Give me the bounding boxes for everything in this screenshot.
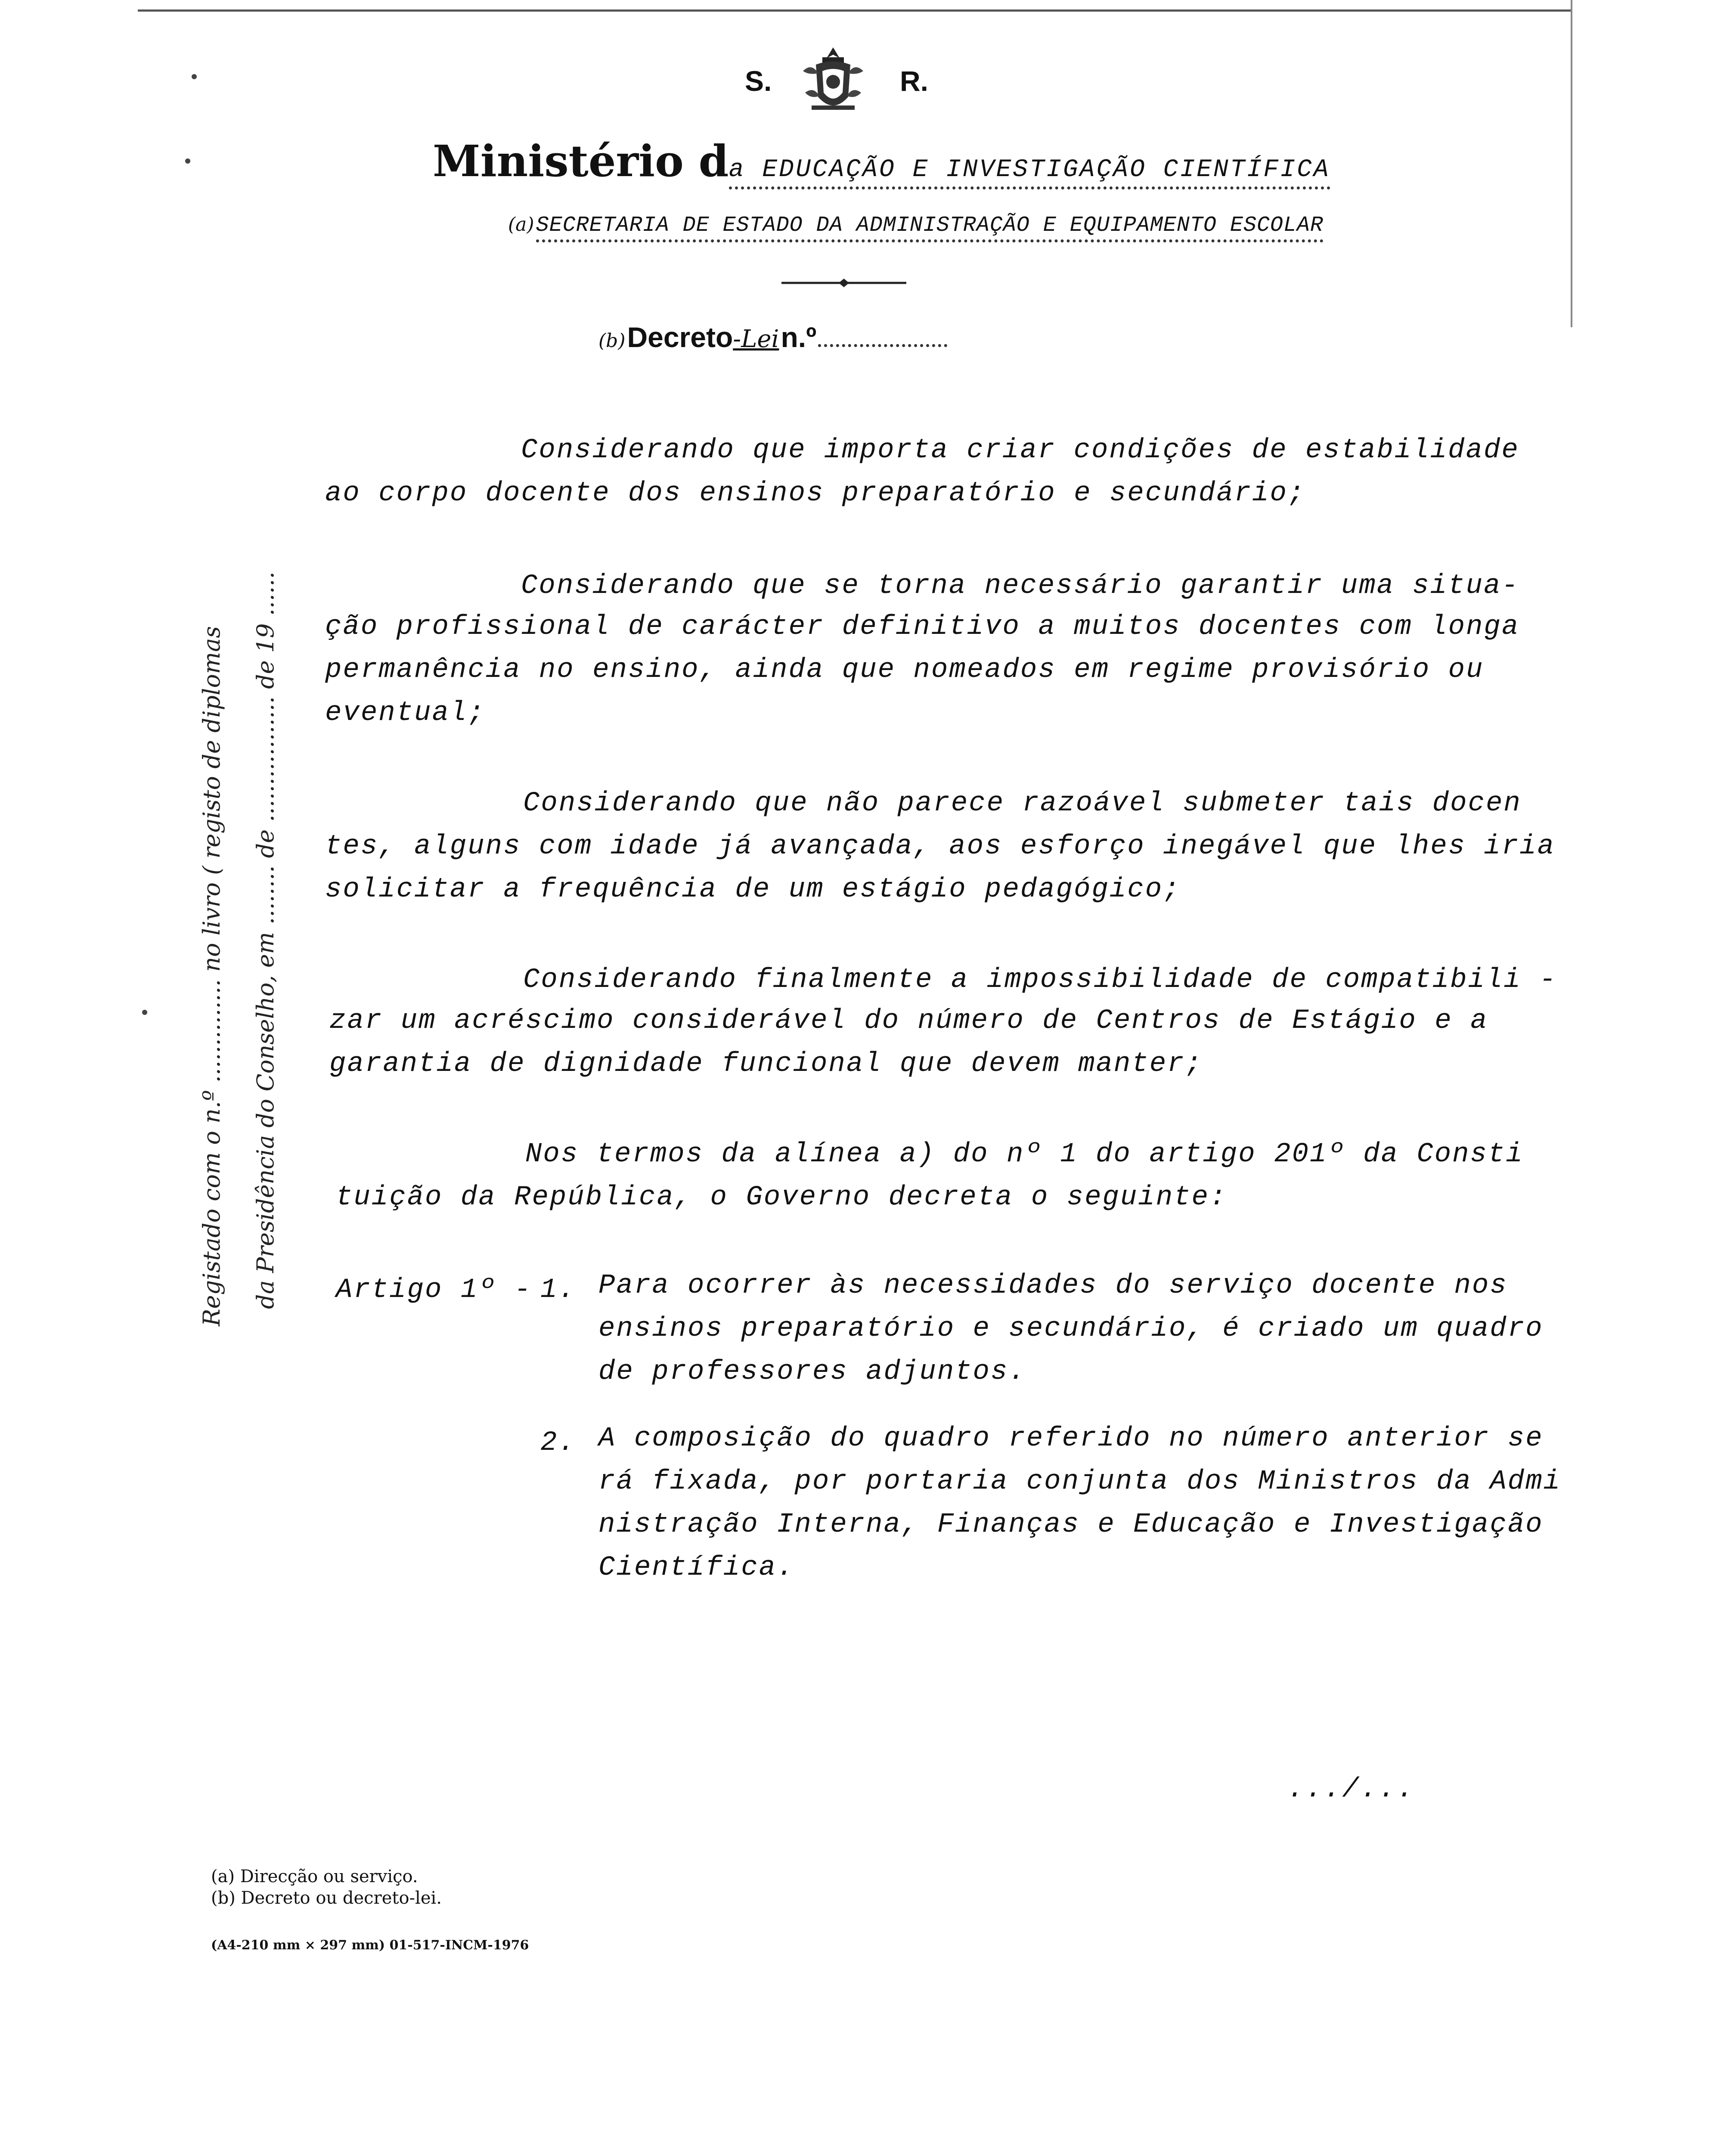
scan-speck — [192, 74, 197, 79]
ministry-prefix: Ministério d — [433, 136, 729, 186]
article-label: Artigo 1º - — [336, 1275, 532, 1306]
right-border-line — [1571, 0, 1572, 327]
body-line-14: tuição da República, o Governo decreta o seguinte: — [336, 1182, 1228, 1213]
decree-handwritten: -Lei — [733, 325, 779, 353]
secretary-line — [508, 213, 1324, 242]
form-reference: (A4-210 mm × 297 mm) 01-517-INCM-1976 — [211, 1938, 529, 1953]
body-line-2: ao corpo docente dos ensinos preparatório e secundário; — [325, 478, 1306, 509]
article-item-2-number: 2. — [540, 1427, 576, 1458]
margin-registration-note: Registado com o n.º .............. no livro ( registo de diplomas — [198, 626, 225, 1326]
article-item-1-line-2: ensinos preparatório e secundário, é criado um quadro — [598, 1313, 1544, 1344]
body-line-7: Considerando que não parece razoável submeter tais docen — [523, 788, 1522, 819]
continuation-marker: .../... — [1287, 1774, 1415, 1805]
decree-suffix: n.º — [781, 321, 817, 353]
body-line-6: eventual; — [325, 698, 486, 729]
s-letter: S. — [745, 65, 772, 97]
article-item-2-line-1: A composição do quadro referido no número anterior se — [598, 1423, 1544, 1454]
decree-marker: (b) — [598, 330, 626, 352]
footnote-a: (a) Direcção ou serviço. — [211, 1867, 418, 1886]
decree-number-blank — [818, 331, 947, 347]
coat-of-arms-icon — [799, 45, 868, 118]
ministry-line — [433, 136, 1330, 189]
ministry-name: a EDUCAÇÃO E INVESTIGAÇÃO CIENTÍFICA — [729, 156, 1330, 189]
body-line-8: tes, alguns com idade já avançada, aos esforço inegável que lhes iria — [325, 831, 1556, 862]
r-letter: R. — [900, 65, 928, 97]
body-line-5: permanência no ensino, ainda que nomeados em regime provisório ou — [325, 655, 1484, 686]
article-item-2-line-2: rá fixada, por portaria conjunta dos Ministros da Admi — [598, 1466, 1561, 1497]
secretary-name: SECRETARIA DE ESTADO DA ADMINISTRAÇÃO E EQUIPAMENTO ESCOLAR — [536, 213, 1324, 242]
decree-line — [598, 321, 947, 354]
article-item-1-number: 1. — [540, 1275, 576, 1306]
decree-prefix: Decreto — [627, 321, 733, 353]
margin-presidency-note: da Presidência do Conselho, em ........ de ................. de 19 ...... — [252, 571, 279, 1309]
footnote-b: (b) Decreto ou decreto-lei. — [211, 1888, 442, 1908]
body-line-1: Considerando que importa criar condições de estabilidade — [521, 435, 1519, 466]
article-item-1-line-3: de professores adjuntos. — [598, 1356, 1026, 1387]
body-line-3: Considerando que se torna necessário garantir uma situa- — [521, 571, 1519, 602]
scan-speck — [142, 1010, 147, 1015]
scan-speck — [185, 158, 190, 164]
body-line-10: Considerando finalmente a impossibilidade de compatibili - — [523, 965, 1557, 996]
article-item-2-line-4: Científica. — [598, 1552, 795, 1583]
article-item-1-line-1: Para ocorrer às necessidades do serviço docente nos — [598, 1270, 1508, 1301]
body-line-13: Nos termos da alínea a) do nº 1 do artigo 201º da Consti — [525, 1139, 1524, 1170]
body-line-12: garantia de dignidade funcional que devem manter; — [329, 1049, 1203, 1080]
top-border-line — [138, 9, 1572, 12]
secretary-marker: (a) — [508, 214, 534, 236]
article-item-2-line-3: nistração Interna, Finanças e Educação e Investigação — [598, 1509, 1544, 1540]
body-line-4: ção profissional de carácter definitivo a muitos docentes com longa — [325, 611, 1520, 642]
ornament-divider — [781, 278, 906, 288]
body-line-9: solicitar a frequência de um estágio pedagógico; — [325, 874, 1181, 905]
body-line-11: zar um acréscimo considerável do número de Centros de Estágio e a — [329, 1005, 1488, 1036]
